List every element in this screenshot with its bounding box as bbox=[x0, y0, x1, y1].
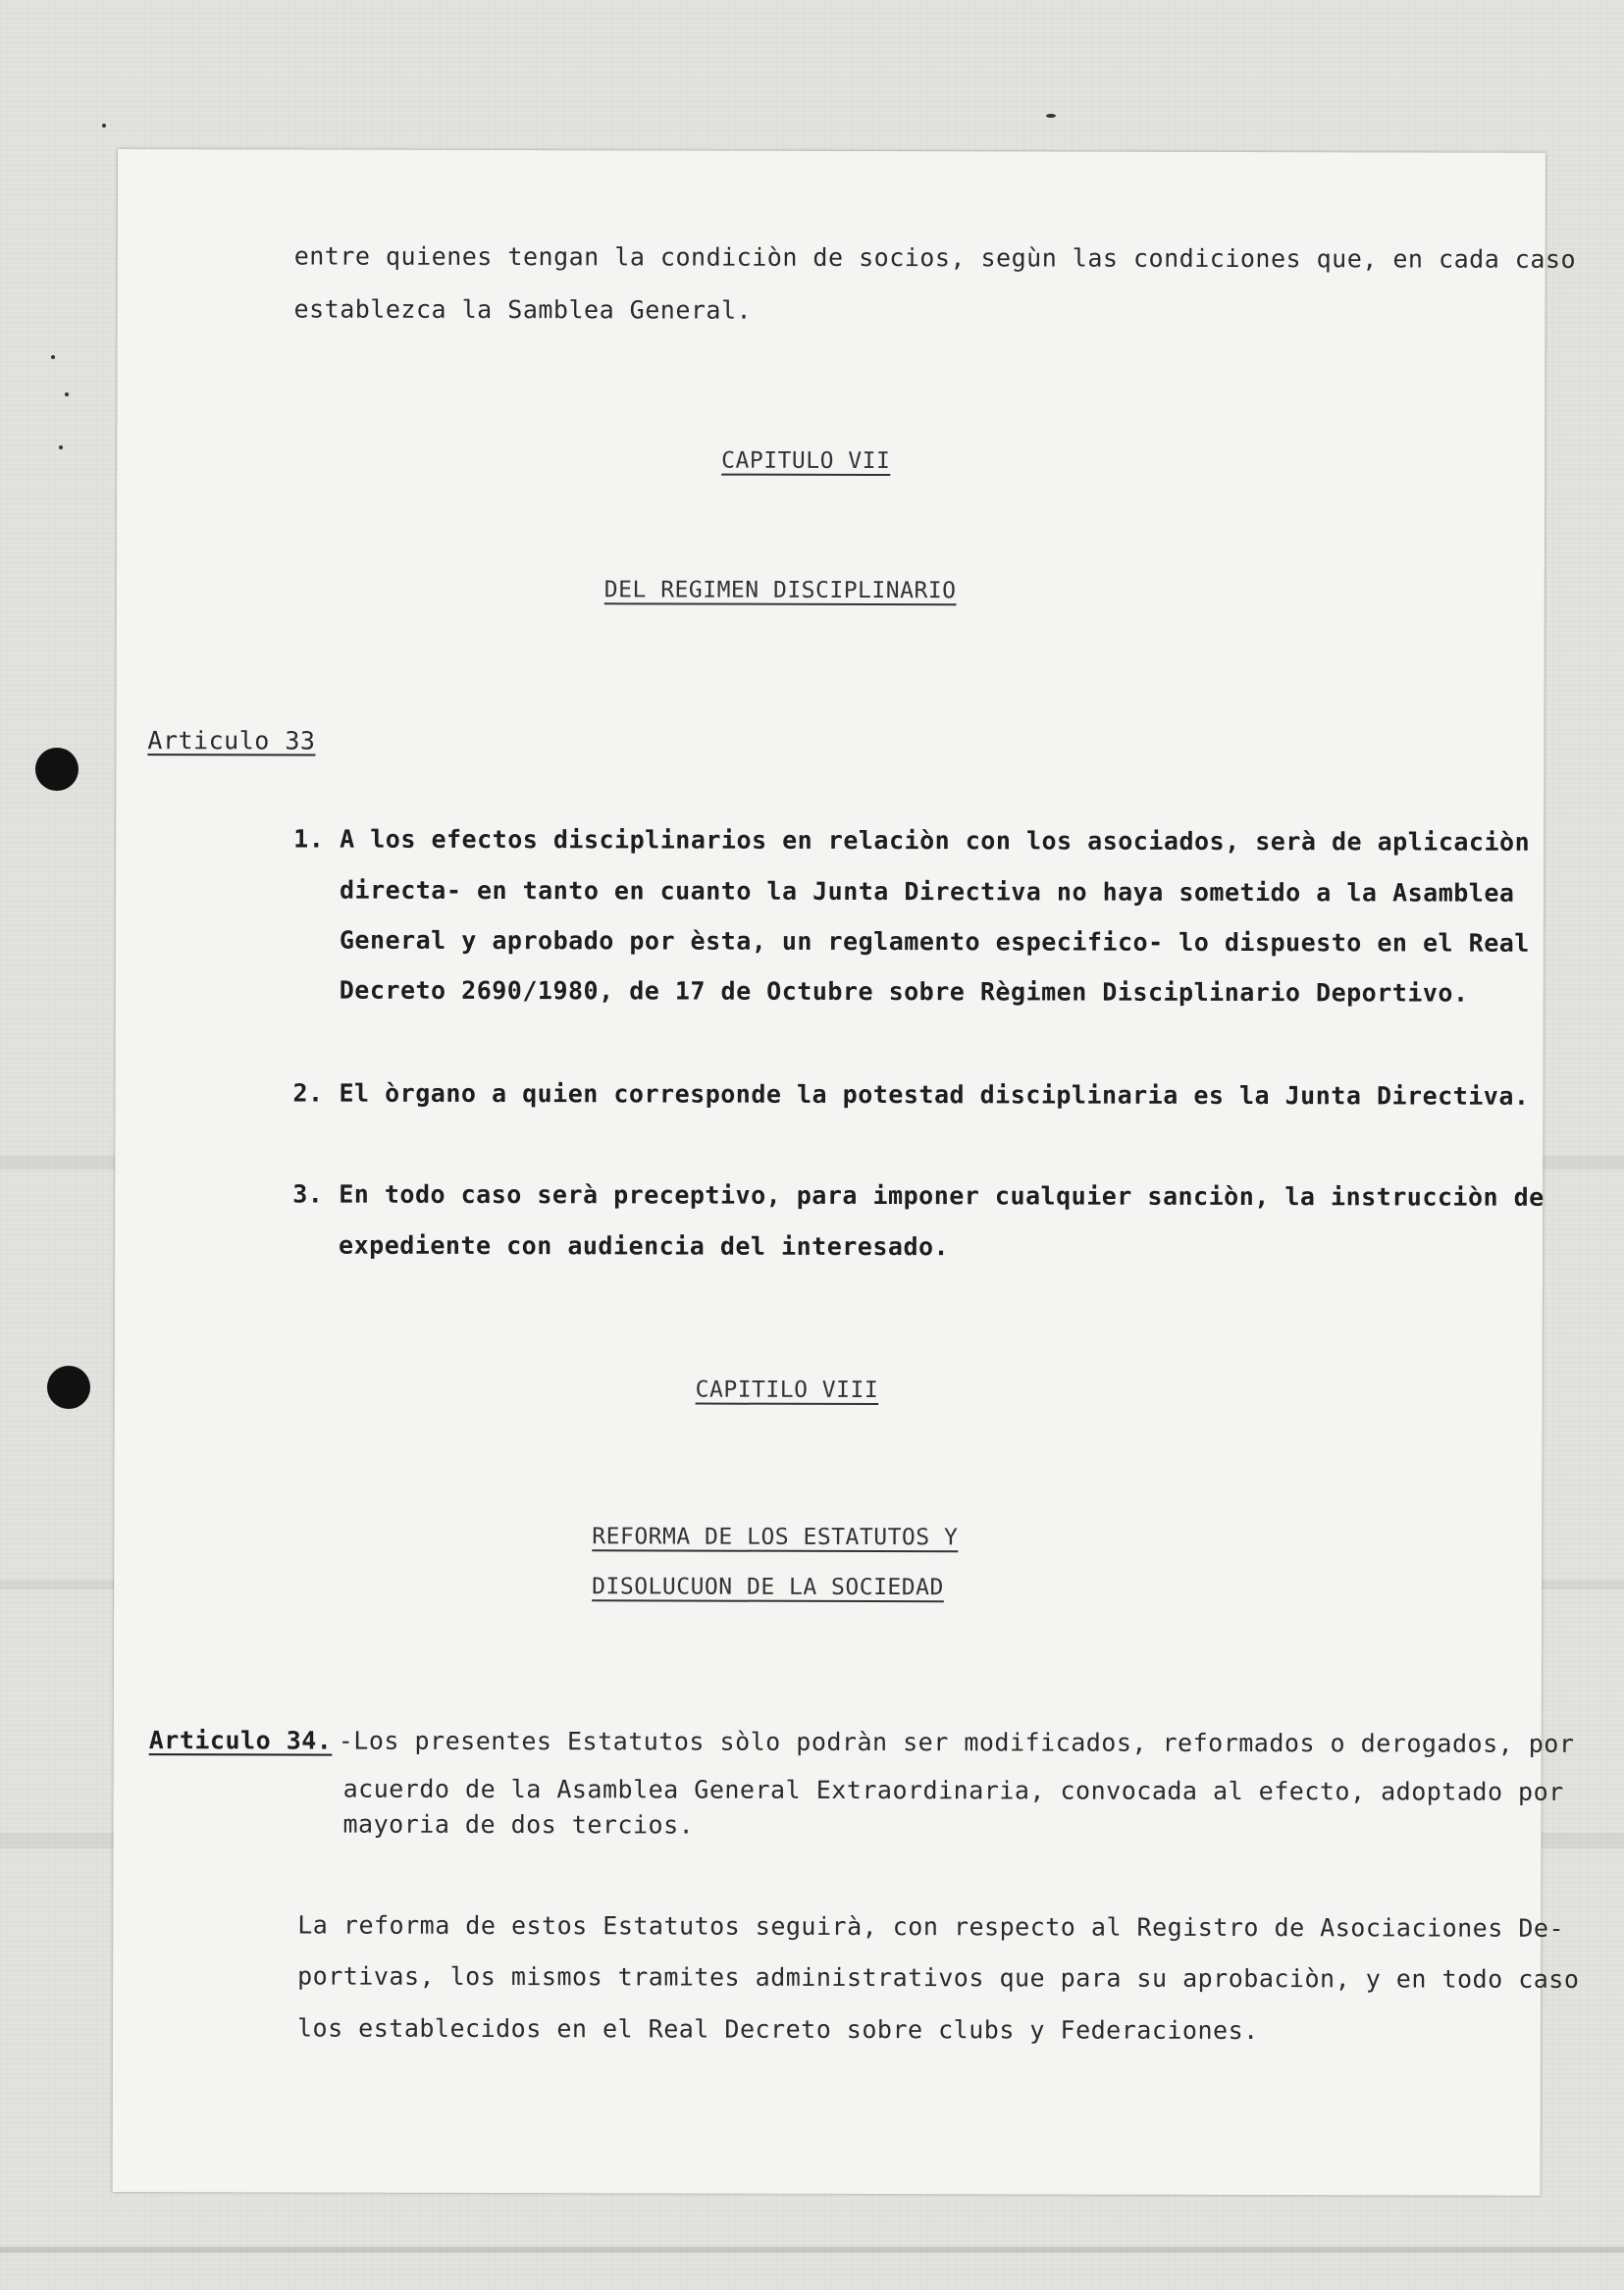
speck bbox=[1046, 114, 1056, 118]
intro-line-2: establezca la Samblea General. bbox=[293, 294, 753, 325]
chapter-8-subtitle-line-2: DISOLUCUON DE LA SOCIEDAD bbox=[592, 1574, 944, 1601]
closing-line-1: La reforma de estos Estatutos seguirà, con respecto al Registro de Asociaciones De- bbox=[297, 1910, 1565, 1943]
article-33-item-3-line-1: En todo caso serà preceptivo, para imponer cualquier sanciòn, la instrucciòn de bbox=[339, 1179, 1545, 1212]
chapter-8-title: CAPITILO VIII bbox=[695, 1377, 879, 1404]
article-33-item-1-line-2: directa- en tanto en cuanto la Junta Directiva no haya sometido a la Asamblea bbox=[339, 875, 1515, 908]
punch-hole-bottom bbox=[47, 1366, 90, 1409]
speck bbox=[102, 124, 106, 128]
punch-hole-top bbox=[35, 748, 79, 791]
article-34-label: Articulo 34. bbox=[148, 1726, 333, 1755]
speck bbox=[65, 392, 69, 396]
article-34-line-2: acuerdo de la Asamblea General Extraordinaria, convocada al efecto, adoptado por bbox=[342, 1774, 1564, 1806]
article-33-item-2-number: 2. bbox=[292, 1078, 324, 1108]
article-33-label: Articulo 33 bbox=[147, 726, 316, 755]
article-34-line-3: mayoria de dos tercios. bbox=[342, 1809, 695, 1840]
article-33-item-1-number: 1. bbox=[293, 824, 325, 854]
article-33-item-3-line-2: expediente con audiencia del interesado. bbox=[339, 1230, 950, 1262]
article-34-line-1: -Los presentes Estatutos sòlo podràn ser modificados, reformados o derogados, por bbox=[338, 1726, 1575, 1758]
article-33-item-1-line-1: A los efectos disciplinarios en relaciòn con los asociados, serà de aplicaciòn bbox=[340, 824, 1531, 857]
chapter-7-subtitle: DEL REGIMEN DISCIPLINARIO bbox=[603, 577, 957, 604]
closing-line-3: los establecidos en el Real Decreto sobre clubs y Federaciones. bbox=[296, 2013, 1259, 2046]
scan-streak bbox=[0, 2247, 1624, 2253]
article-33-item-2-line-1: El òrgano a quien corresponde la potestad disciplinaria es la Junta Directiva. bbox=[339, 1078, 1530, 1111]
intro-line-1: entre quienes tengan la condiciòn de socios, segùn las condiciones que, en cada caso bbox=[293, 241, 1577, 274]
article-33-item-1-line-3: General y aprobado por èsta, un reglamento especifico- lo dispuesto en el Real bbox=[339, 925, 1530, 958]
speck bbox=[59, 445, 63, 449]
speck bbox=[51, 355, 55, 359]
article-33-item-3-number: 3. bbox=[292, 1179, 324, 1209]
article-33-item-1-line-4: Decreto 2690/1980, de 17 de Octubre sobre Règimen Disciplinario Deportivo. bbox=[339, 975, 1469, 1008]
document-page bbox=[113, 149, 1580, 2196]
chapter-8-subtitle-line-1: REFORMA DE LOS ESTATUTOS Y bbox=[592, 1524, 959, 1551]
closing-line-2: portivas, los mismos tramites administrativos que para su aprobaciòn, y en todo caso bbox=[297, 1961, 1580, 1994]
chapter-7-title: CAPITULO VII bbox=[721, 447, 891, 475]
